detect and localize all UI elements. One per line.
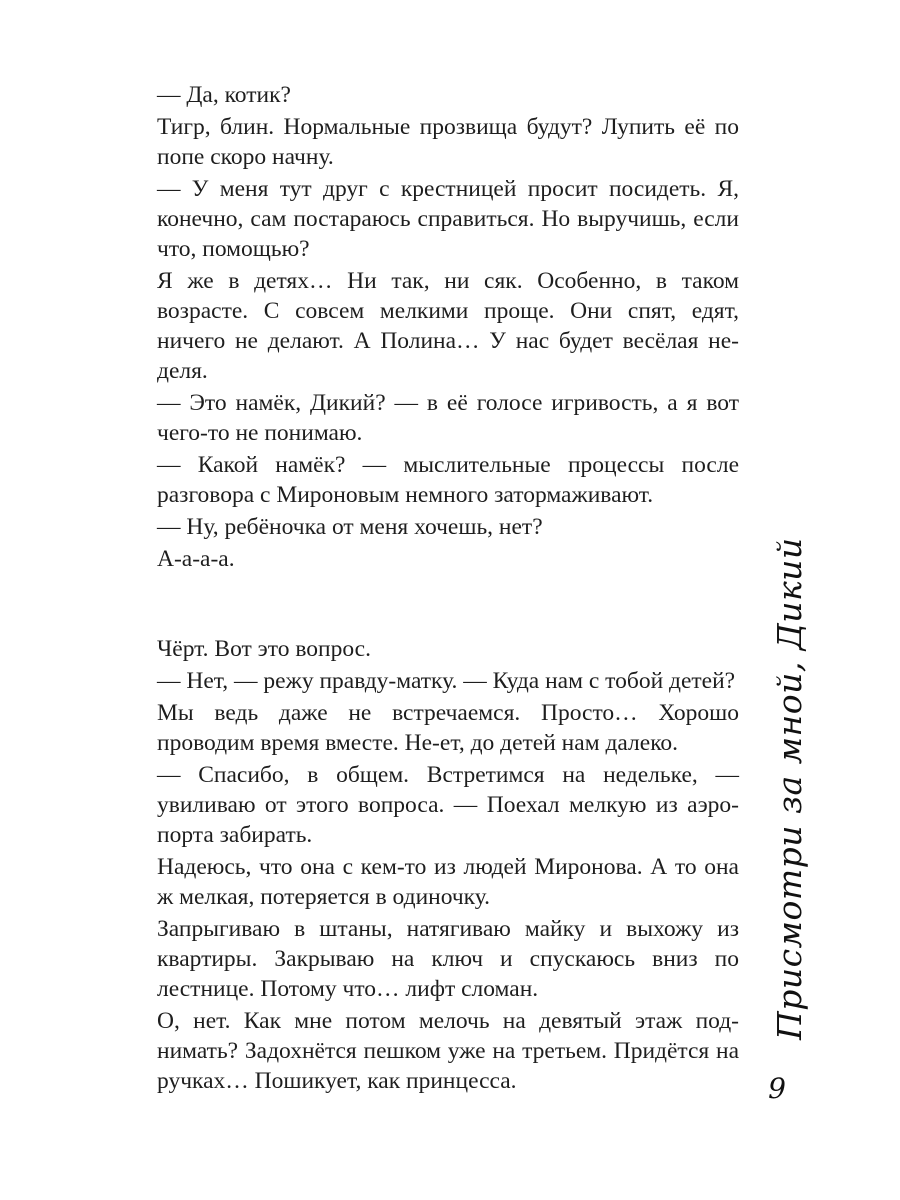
paragraph: Тигр, блин. Нормальные прозвища будут? Лупить её по попе скоро начну. [157, 114, 739, 170]
paragraph: — Какой намёк? — мыслительные процессы после разговора с Мироновым немного затормаживают. [157, 452, 739, 508]
paragraph: Мы ведь даже не встречаемся. Просто… Хорошо проводим время вместе. Не-ет, до детей нам далеко. [157, 700, 739, 756]
paragraph: А-а-а-а. [157, 546, 235, 572]
paragraph: Чёрт. Вот это вопрос. [157, 636, 371, 662]
paragraph: О, нет. Как мне потом мелочь на девятый этаж поднимать? Задохнётся пешком уже на третьем. Придётся на ручках… Пошикует, как принцесса. [157, 1008, 739, 1094]
paragraph: — Ну, ребёночка от меня хочешь, нет? [157, 514, 543, 540]
paragraph: — У меня тут друг с крестницей просит посидеть. Я, конечно, сам постараюсь справиться. Но выручишь, если что, помощью? [157, 176, 739, 262]
running-title: Присмотри за мной, Дикий [770, 537, 809, 1040]
paragraph: — Нет, — режу правду-матку. — Куда нам с тобой детей? [157, 668, 736, 694]
paragraph: Запрыгиваю в штаны, натягиваю майку и выхожу из квартиры. Закрываю на ключ и спускаюсь вниз по лестнице. Потому что… лифт сломан. [157, 916, 739, 1002]
paragraph: — Это намёк, Дикий? — в её голосе игривость, а я вот чего-то не понимаю. [157, 390, 739, 446]
paragraph: — Спасибо, в общем. Встретимся на недельке, — увиливаю от этого вопроса. — Поехал мелкую из аэропорта забирать. [157, 762, 739, 848]
section-break [157, 576, 739, 634]
paragraph: — Да, котик? [157, 82, 291, 108]
paragraph: Я же в детях… Ни так, ни сяк. Особенно, в таком возрасте. С совсем мелкими проще. Они спят, едят, ничего не делают. А Полина… У нас будет весёлая неделя. [157, 268, 739, 384]
page-body [157, 80, 739, 1098]
paragraph: Надеюсь, что она с кем-то из людей Миронова. А то она ж мелкая, потеряется в одиночку. [157, 854, 739, 910]
page-number: 9 [768, 1072, 786, 1105]
